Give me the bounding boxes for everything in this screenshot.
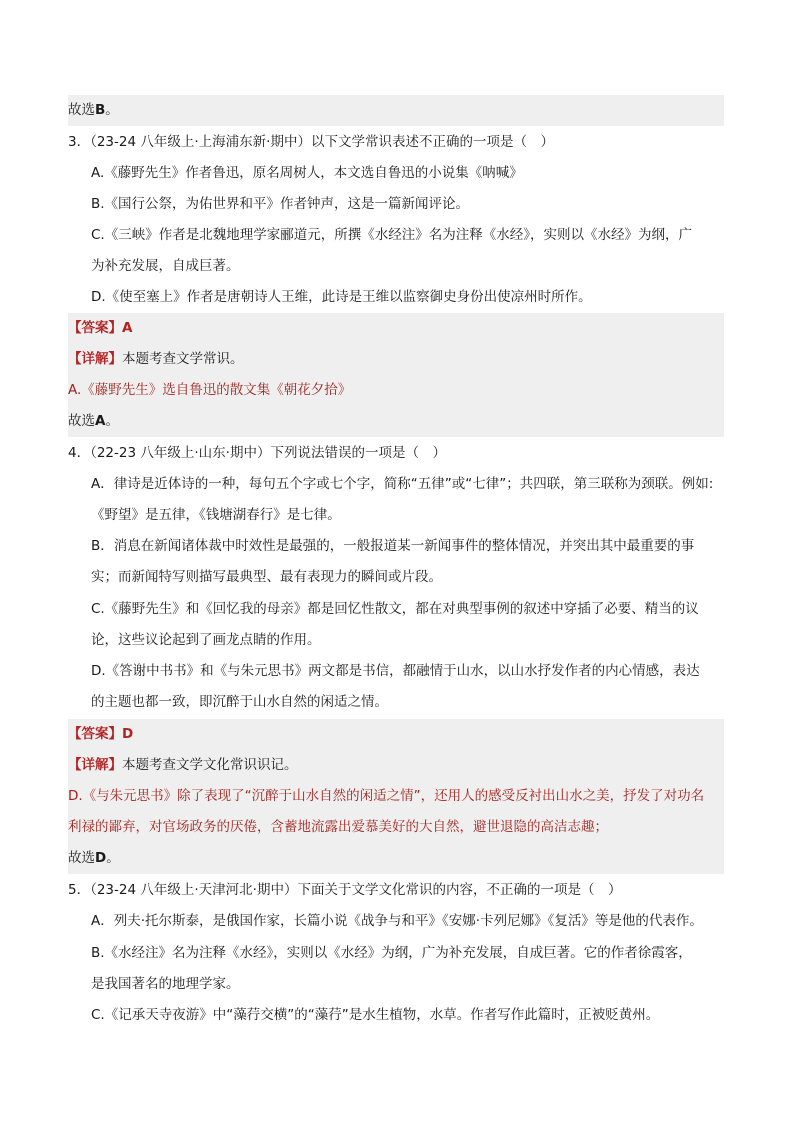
question-5-option-c: C.《记承天寺夜游》中“藻荇交横”的“藻荇”是水生植物，水草。作者写作此篇时，正被贬黄州。 bbox=[91, 1007, 660, 1023]
question-4-option-d-line1: D.《答谢中书书》和《与朱元思书》两文都是书信，都融情于山水，以山水抒发作者的内心情感，表达 bbox=[91, 663, 700, 679]
question-4-option-b-line1: B．消息在新闻诸体裁中时效性是最强的，一般报道某一新闻事件的整体情况，并突出其中最重要的事 bbox=[91, 538, 695, 554]
question-4-option-a-line2: 《野望》是五律，《钱塘湖春行》是七律。 bbox=[91, 507, 341, 523]
question-3-stem: 3．（23-24 八年级上·上海浦东新·期中）以下文学常识表述不正确的一项是（ ） bbox=[68, 134, 554, 150]
question-4-option-c-line1: C.《藤野先生》和《回忆我的母亲》都是回忆性散文，都在对典型事例的叙述中穿插了必要、精当的议 bbox=[91, 601, 699, 617]
question-4-detail: 【详解】本题考查文学文化常识识记。 bbox=[68, 750, 724, 781]
question-5-stem: 5．（23-24 八年级上·天津河北·期中）下面关于文学文化常识的内容，不正确的一项是（ ） bbox=[68, 882, 622, 898]
question-5-option-b-line2: 是我国著名的地理学家。 bbox=[91, 976, 240, 992]
question-3-choose: 故选A。 bbox=[68, 406, 724, 437]
question-4-option-b-line2: 实；而新闻特写则描写最典型、最有表现力的瞬间或片段。 bbox=[91, 569, 442, 585]
question-3-detail: 【详解】本题考查文学常识。 bbox=[68, 344, 724, 375]
question-3-option-c-line2: 为补充发展，自成巨著。 bbox=[91, 258, 240, 274]
question-4-stem: 4．（22-23 八年级上·山东·期中）下列说法错误的一项是（ ） bbox=[68, 445, 446, 461]
question-5-option-b-line1: B.《水经注》名为注释《水经》，实则以《水经》为纲，广为补充发展，自成巨著。它的作者徐霞客， bbox=[91, 945, 692, 961]
question-4-choose: 故选D。 bbox=[68, 843, 724, 874]
question-4-option-c-line2: 论，这些议论起到了画龙点睛的作用。 bbox=[91, 632, 321, 648]
question-4-explanation-line1: D.《与朱元思书》除了表现了“沉醉于山水自然的闲适之情”，还用人的感受反衬出山水之美，抒发了对功名 bbox=[68, 781, 724, 812]
question-3-answer: 【答案】A bbox=[68, 313, 724, 344]
question-4-explanation-line2: 利禄的鄙弃，对官场政务的厌倦，含蓄地流露出爱慕美好的大自然，避世退隐的高洁志趣； bbox=[68, 812, 724, 843]
choose-line: 故选B。 bbox=[68, 95, 724, 126]
question-3-option-d: D.《使至塞上》作者是唐朝诗人王维，此诗是王维以监察御史身份出使凉州时所作。 bbox=[91, 289, 592, 305]
question-3-option-a: A.《藤野先生》作者鲁迅，原名周树人，本文选自鲁迅的小说集《呐喊》 bbox=[91, 165, 523, 181]
question-3-explanation: A.《藤野先生》选自鲁迅的散文集《朝花夕拾》 bbox=[68, 375, 724, 406]
question-4-option-d-line2: 的主题也都一致，即沉醉于山水自然的闲适之情。 bbox=[91, 694, 388, 710]
question-3-option-c-line1: C.《三峡》作者是北魏地理学家郦道元，所撰《水经注》名为注释《水经》，实则以《水经》为纲，广 bbox=[91, 227, 692, 243]
question-5-option-a: A．列夫·托尔斯泰，是俄国作家，长篇小说《战争与和平》《安娜·卡列尼娜》《复活》等是他的代表作。 bbox=[91, 913, 703, 929]
question-4-answer: 【答案】D bbox=[68, 719, 724, 750]
question-4-option-a-line1: A．律诗是近体诗的一种，每句五个字或七个字，简称“五律”或“七律”；共四联，第三联称为颈联。例如: bbox=[91, 476, 714, 492]
question-3-option-b: B.《国行公祭，为佑世界和平》作者钟声，这是一篇新闻评论。 bbox=[91, 196, 470, 212]
